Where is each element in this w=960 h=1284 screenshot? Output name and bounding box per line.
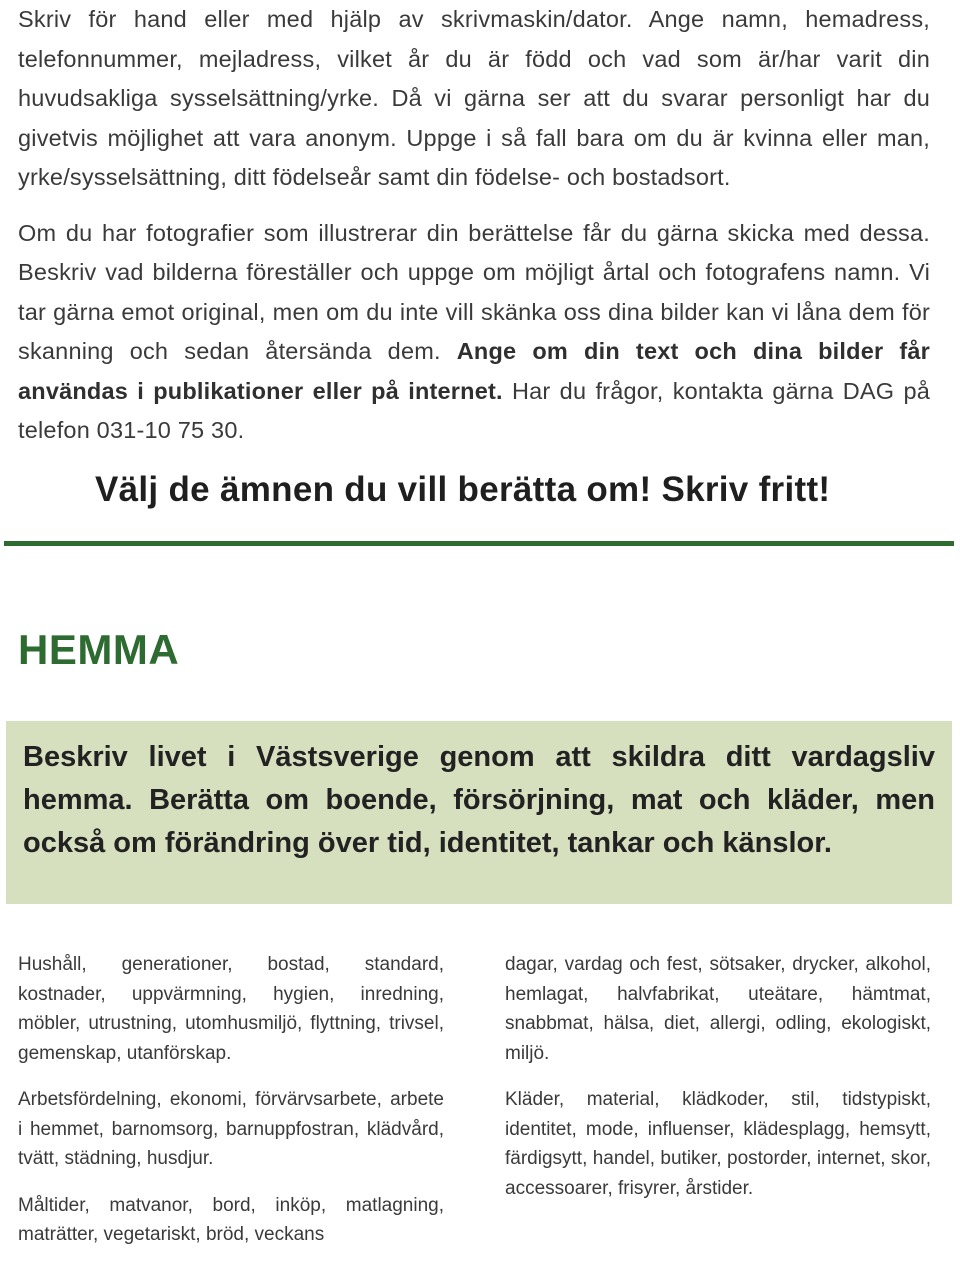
headline: Välj de ämnen du vill berätta om! Skriv fritt! — [95, 470, 831, 509]
topic-paragraph: Kläder, material, klädkoder, stil, tidstypiskt, identitet, mode, influenser, klädesplagg, hemsytt, färdigsytt, handel, butiker, postorder, internet, skor, accessoarer, frisyrer, årstider. — [505, 1089, 931, 1199]
topics-left-column — [18, 950, 444, 1267]
intro-paragraph-1: Skriv för hand eller med hjälp av skrivmaskin/dator. Ange namn, hemadress, telefonnummer, mejladress, vilket år du är född och vad som är/har varit din huvudsakliga sysselsättning/yrke. Då vi gärna ser att du svarar personligt har du givetvis möjlighet att vara anonym. Uppge i så fall bara om du är kvinna eller man, yrke/sysselsättning, ditt födelseår samt din födelse- och bostadsort. — [18, 6, 930, 190]
topic-paragraph: dagar, vardag och fest, sötsaker, drycker, alkohol, hemlagat, halvfabrikat, uteätare, hämtmat, snabbmat, hälsa, diet, allergi, odling, ekologiskt, miljö. — [505, 954, 931, 1064]
intro-paragraph-2 — [18, 214, 930, 451]
intro-paragraph-2-start: Om du har fotografier som illustrerar din berättelse får du gärna skicka med dessa. Beskriv vad bilderna föreställer och uppge om möjligt årtal och fotografens namn. Vi tar gärna emot original, men om du inte vill skänka oss dina bilder kan vi låna dem för skanning och sedan återsända dem. — [18, 219, 930, 364]
section-divider — [4, 541, 954, 546]
section-description-box — [6, 721, 952, 904]
topic-paragraph: Hushåll, generationer, bostad, standard, kostnader, uppvärmning, hygien, inredning, möbler, utrustning, utomhusmiljö, flyttning, trivsel, gemenskap, utanförskap. — [18, 954, 444, 1064]
intro-paragraph-2-end: Har du frågor, kontakta gärna DAG på telefon 031-10 75 30. — [18, 377, 931, 443]
topic-paragraph: Arbetsfördelning, ekonomi, förvärvsarbete, arbete i hemmet, barnomsorg, barnuppfostran, klädvård, tvätt, städning, husdjur. — [18, 1089, 444, 1169]
topics-right-column — [505, 950, 931, 1220]
topic-paragraph: Måltider, matvanor, bord, inköp, matlagning, maträtter, vegetariskt, bröd, veckans — [18, 1194, 444, 1245]
section-title: HEMMA — [18, 626, 180, 673]
section-description: Beskriv livet i Västsverige genom att skildra ditt vardagsliv hemma. Berätta om boende, försörjning, mat och kläder, men också om förändring över tid, identitet, tankar och känslor. — [23, 741, 935, 859]
intro-text — [18, 0, 930, 451]
intro-paragraph-2-bold: Ange om din text och dina bilder får användas i publikationer eller på internet. — [18, 338, 930, 404]
